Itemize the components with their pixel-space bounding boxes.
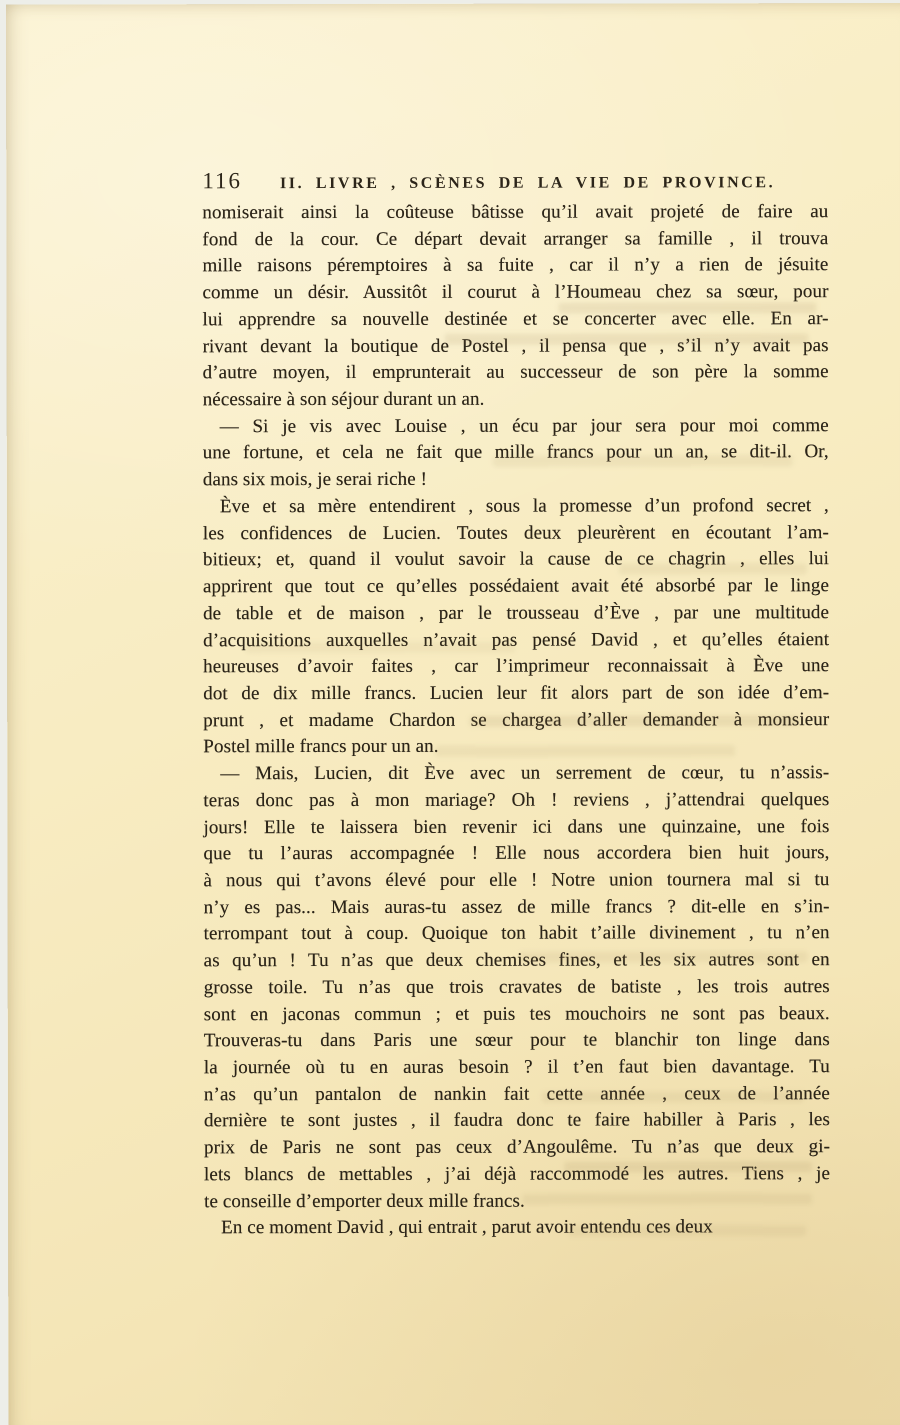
text-line: prunt , et madame Chardon se chargea d’aller demander à monsieur [203, 708, 830, 731]
running-header [202, 167, 828, 194]
text-line: nomiserait ainsi la coûteuse bâtisse qu’il avait projeté de faire au [202, 201, 829, 224]
text-line: sont en jaconas commun ; et puis tes mouchoirs ne sont pas beaux. [203, 1002, 830, 1025]
text-line: lets blancs de mettables , j’ai déjà raccommodé les autres. Tiens , je [204, 1163, 831, 1186]
text-line: Ève et sa mère entendirent , sous la promesse d’un profond secret , [219, 495, 829, 518]
text-line: teras donc pas à mon mariage? Oh ! reviens , j’attendrai quelques [203, 788, 830, 812]
text-line: les confidences de Lucien. Toutes deux pleurèrent en écoutant l’am- [202, 521, 829, 544]
text-line: dernière te sont justes , il faudra donc te faire habiller à Paris , les [203, 1109, 830, 1132]
text-line: n’as qu’un pantalon de nankin fait cette année , ceux de l’année [203, 1082, 830, 1105]
text-line: dans six mois, je serai riche ! [202, 469, 428, 491]
text-line: d’autre moyen, il emprunterait au successeur de son père la somme [202, 361, 829, 384]
text-line: bitieux; et, quand il voulut savoir la cause de ce chagrin , elles lui [202, 548, 829, 571]
text-line: En ce moment David , qui entrait , parut avoir entendu ces deux [221, 1216, 713, 1239]
text-line: dot de dix mille francs. Lucien leur fit alors part de son idée d’em- [203, 682, 830, 705]
text-line: n’y es pas... Mais auras-tu assez de mille francs ? dit-elle en s’in- [203, 895, 830, 918]
text-line: prix de Paris ne sont pas ceux d’Angoulême. Tu n’as que deux gi- [203, 1136, 831, 1159]
text-line: fond de la cour. Ce départ devait arranger sa famille , il trouva [202, 227, 829, 250]
page-number: 116 [202, 168, 242, 194]
text-line: d’acquisitions auxquelles n’avait pas pensé David , et qu’elles étaient [203, 628, 830, 651]
text-line: nécessaire à son séjour durant un an. [202, 388, 485, 411]
text-line: rivant devant la boutique de Postel , il pensa que , s’il n’y avait pas [202, 334, 829, 357]
text-line: comme un désir. Aussitôt il courut à l’Houmeau chez sa sœur, pour [202, 281, 829, 304]
text-line: — Mais, Lucien, dit Ève avec un serrement de cœur, tu n’assis- [220, 762, 830, 785]
text-block [202, 199, 830, 1242]
text-line: lui apprendre sa nouvelle destinée et se concerter avec elle. En ar- [202, 308, 829, 331]
text-line: jours! Elle te laissera bien revenir ici dans une quinzaine, une fois [203, 815, 830, 838]
text-line: grosse toile. Tu n’as que trois cravates de batiste , les trois autres [203, 975, 830, 999]
text-line: de table et de maison , par le trousseau d’Ève , par une multitude [203, 601, 830, 625]
text-line: — Si je vis avec Louise , un écu par jour sera pour moi comme [219, 414, 829, 437]
text-line: Postel mille francs pour un an. [203, 736, 439, 758]
text-line: mille raisons péremptoires à sa fuite , car il n’y a rien de jésuite [202, 254, 829, 277]
text-line: à nous qui t’avons élevé pour elle ! Notre union tournera mal si tu [203, 869, 830, 892]
text-line: apprirent que tout ce qu’elles possédaient avait été absorbé par le linge [202, 575, 830, 598]
text-line: te conseille d’emporter deux mille francs. [204, 1190, 525, 1212]
text-line: heureuses d’avoir faites , car l’imprimeur reconnaissait à Ève une [203, 655, 830, 678]
book-page [6, 3, 900, 1425]
text-line: que tu l’auras accompagnée ! Elle nous accordera bien huit jours, [203, 842, 830, 865]
text-line: Trouveras-tu dans Paris une sœur pour te blanchir ton linge dans [203, 1029, 830, 1052]
running-title: II. LIVRE , SCÈNES DE LA VIE DE PROVINCE. [279, 174, 776, 193]
text-line: la journée où tu en auras besoin ? il t’en faut bien davantage. Tu [203, 1056, 830, 1079]
text-line: terrompant tout à coup. Quoique ton habit t’aille divinement , tu n’en [203, 922, 830, 945]
text-line: as qu’un ! Tu n’as que deux chemises fines, et les six autres sont en [203, 949, 830, 972]
text-line: une fortune, et cela ne fait que mille francs pour un an, se dit-il. Or, [202, 441, 829, 464]
